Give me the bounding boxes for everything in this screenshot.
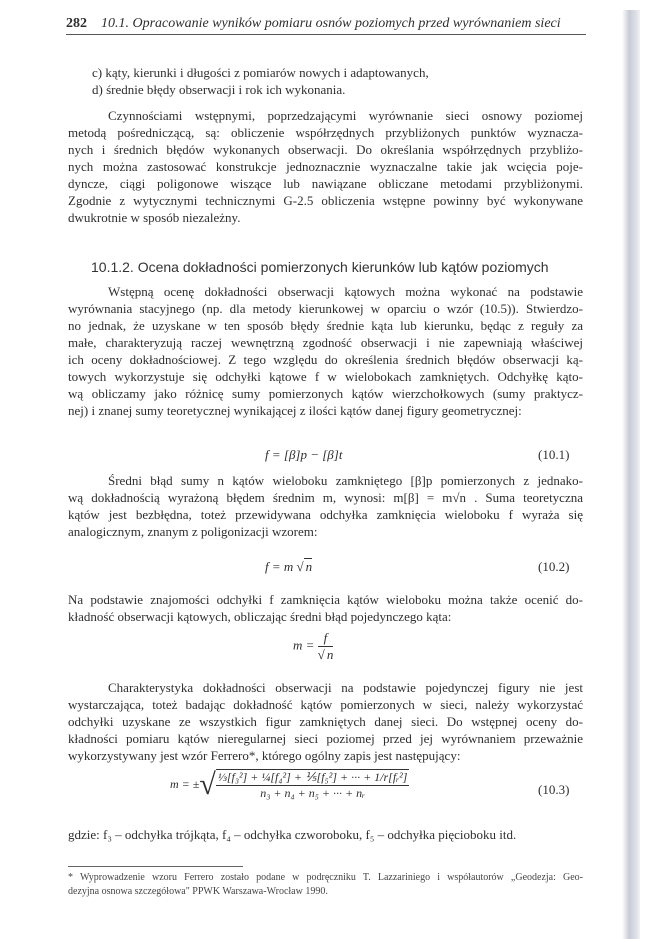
text-line: c) kąty, kierunki i długości z pomiarów nowych i adaptowanych, [92,65,429,80]
text-line: wą dokładnością wyrażoną błędem średnim m, wynosi: m[β] = m√n . Suma teoretyczna [68,490,583,505]
paragraph-single-angle [68,591,583,625]
text-line: gdzie: f₃ – odchyłka trójkąta, f₄ – odchyłka czworoboku, f₅ – odchyłka pięcioboku itd. [68,827,517,842]
equation-number: (10.3) [538,782,570,797]
text-line: kładność obserwacji kątowych, obliczając średni błąd pojedynczego kąta: [68,609,452,624]
text-line: wą obliczamy jako różnicę sumy pomierzonych kątów wierzchołkowych (sumy praktycz- [68,386,583,401]
text-line: no jednak, że uzyskane w ten sposób błędy średnie kąta lub kierunku, będąc z reguły za [68,318,583,333]
eq3-denominator: n₃ + n₄ + n₅ + ··· + nᵣ [260,786,366,800]
text-line: odchyłki uzyskane ze wszystkich figur zamkniętych danej sieci. Do wstępnej oceny do- [68,714,583,729]
eq3-lhs: m = ± [170,776,200,791]
page-edge-shadow [622,10,640,939]
text-line: nych i średnich błędów wykonanych obserwacji. Do określania współrzędnych przybliżo- [68,142,583,157]
equation-number: (10.1) [538,447,570,462]
eq3-numerator: ⅓[f₃²] + ¼[f₄²] + ⅕[f₅²] + ··· + 1/r[fᵣ²] [217,770,408,784]
eqm-numerator: f [318,630,334,647]
text-line: Średni błąd sumy n kątów wieloboku zamkniętego [β]p pomierzonych z jednako- [108,473,583,488]
where-line [68,826,583,843]
paragraph-mean-error [68,472,583,540]
eq2-lhs: f = m [265,559,294,574]
text-line: nych można zastosować konstrukcje jednoznacznie wyznaczalne takie jak wcięcia poje- [68,159,583,174]
text-line: analogicznym, znanym z poligonizacji wzorem: [68,524,318,539]
footnote [68,871,583,899]
text-line: dyncze, ciągi poligonowe wiszące lub nawiązane obliczane metodami przybliżonymi. [68,176,583,191]
paragraph-accuracy [68,283,583,419]
running-header [66,16,586,35]
equation-m: m = $\frac{f}{√ n}$ [293,630,334,662]
text-line: wystarczająca, toteż badając dokładność kątów pomierzonych w sieci, należy wykorzystać [68,697,583,712]
text-line: dezyjna osnowa szczegółowa" PPWK Warszawa-Wrocław 1990. [68,886,328,897]
chapter-title: 10.1. Opracowanie wyników pomiaru osnów poziomych przed wyrównaniem sieci [101,16,561,31]
text-line: dwukrotnie w sposób niezależny. [68,210,241,225]
footnote-rule [68,866,243,867]
text-line: towych wykorzystuje się odchyłki kątowe f w wielobokach zamkniętych. Odchyłkę kąto- [68,369,583,384]
text-line: kątów jest bezbłędna, toteż przewidywana odchyłka zamknięcia wieloboku f wyraża się [68,507,583,522]
text-line: Zgodnie z wytycznymi technicznymi G-2.5 obliczenia wstępne powinny być wykonywane [68,193,583,208]
equation-number: (10.2) [538,559,570,574]
text-line: * Wyprowadzenie wzoru Ferrero zostało podane w podręczniku T. Lazzariniego i współautorów „Geodezja: Geo- [68,872,583,883]
page-number: 282 [66,16,87,31]
equation-10-1: f = [β]p − [β]t [265,447,343,462]
text-line: Czynnościami wstępnymi, poprzedzającymi wyrównanie sieci osnowy poziomej [108,108,583,123]
text-line: nej) i znanej sumy teoretycznej wynikającej z ilości kątów danej figury geometrycznej: [68,403,522,418]
text-line: małe, charakteryzują raczej wewnętrzną zgodność obserwacji i nie zapewniają właściwej [68,335,583,350]
eq2-radicand: n [305,559,313,574]
eqm-denominator: n [326,647,334,662]
text-line: wyrównania stacyjnego (np. dla metody kierunkowej w oparciu o wzór (10.5)). Stwierdzo- [68,301,583,316]
section-heading: 10.1.2. Ocena dokładności pomierzonych kierunków lub kątów poziomych [91,259,549,275]
text-line: wykorzystywany jest wzór Ferrero*, którego ogólny zapis jest następujący: [68,748,461,763]
text-line: kładności pomiaru kątów nieregularnej sieci poziomej przed jej wyrównaniem przeważnie [68,731,583,746]
paragraph-preliminary [68,107,583,226]
equation-10-3: m = ±√ $\frac{\text{⅓[f₃²] + ¼[f₄²] + ⅕[f₅²] + ··· + 1/r[fᵣ²]}}{\text{n₃ + n₄ + n₅ + ··· + nᵣ}}$ [170,768,408,801]
eqm-lhs: m = [293,637,315,653]
text-line: d) średnie błędy obserwacji i rok ich wykonania. [92,82,346,97]
enumerated-list [92,64,492,98]
text-line: Na podstawie znajomości odchyłki f zamknięcia kątów wieloboku można także ocenić do- [68,592,583,607]
text-line: ich oceny dokładnościowej. Z tego względu do określenia średnich błędów obserwacji ką- [68,352,583,367]
text-line: Charakterystyka dokładności obserwacji na podstawie pojedynczej figury nie jest [108,680,583,695]
text-line: metodą pośredniczącą, są: obliczenie współrzędnych przybliżonych punktów wyznacza- [68,125,583,140]
text-line: Wstępną ocenę dokładności obserwacji kątowych można wykonać na podstawie [108,284,583,299]
equation-10-2: f = m √ n [265,559,313,574]
paragraph-ferrero [68,679,583,764]
